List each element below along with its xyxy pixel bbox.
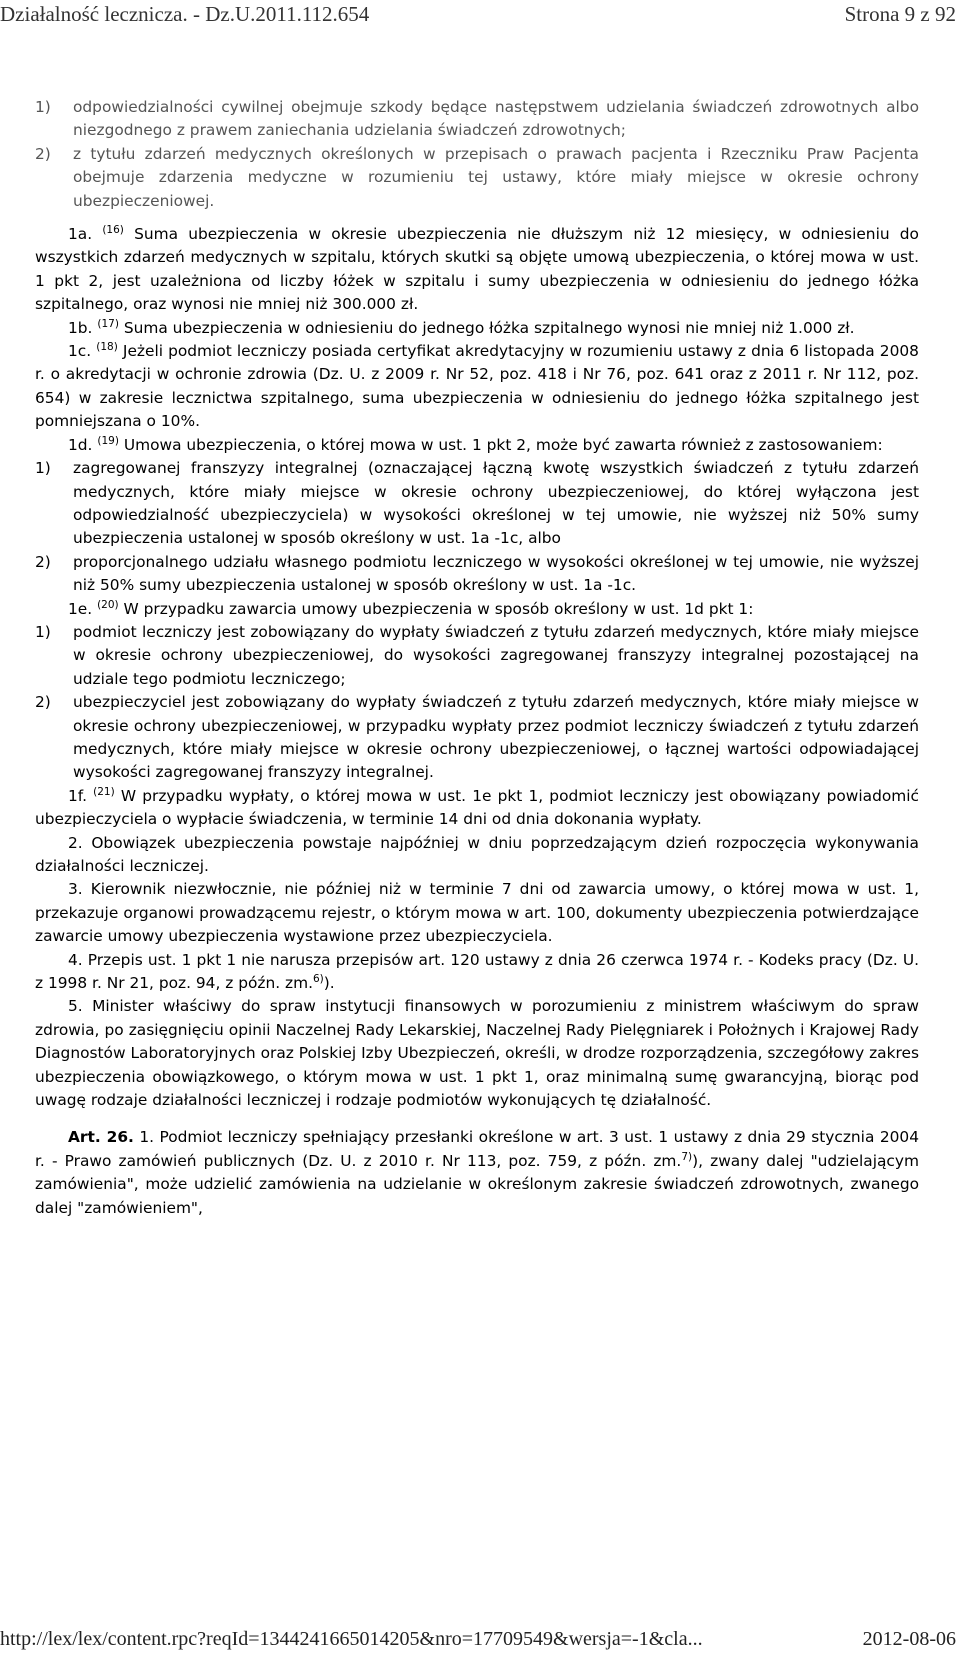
paragraph-3 [35,878,919,948]
list-item [35,551,919,598]
footnote-ref: (19) [97,434,119,447]
paragraph-number: 2. [68,833,83,852]
list-number: 1) [35,98,51,116]
list-text: podmiot leczniczy jest zobowiązany do wypłaty świadczeń z tytułu zdarzeń medycznych, które miały miejsce w okresie ochrony ubezpieczeniowej, do wysokości zagregowanej franszyzy integralnej pozostającej na udziale tego podmiotu leczniczego; [73,622,919,688]
footnote-ref: (21) [93,785,115,798]
document-title: Działalność lecznicza. - Dz.U.2011.112.654 [0,2,370,26]
paragraph-text: Suma ubezpieczenia w odniesieniu do jednego łóżka szpitalnego wynosi nie mniej niż 1.000 zł. [123,318,855,337]
paragraph-text: W przypadku wypłaty, o której mowa w ust. 1e pkt 1, podmiot leczniczy jest obowiązany powiadomić ubezpieczyciela o wypłacie świadczenia, w terminie 14 dni od dnia dokonania wypłaty. [35,786,919,829]
list-text: ubezpieczyciel jest zobowiązany do wypłaty świadczeń z tytułu zdarzeń medycznych, które miały miejsce w okresie ochrony ubezpieczeniowej, w przypadku wypłaty przez podmiot leczniczy świadczeń z tytułu zdarzeń medycznych, które miały miejsce w okresie ochrony ubezpieczeniowej, o łącznej wartości odpowiadającej wysokości zagregowanej franszyzy integralnej. [73,693,919,782]
list-text: proporcjonalnego udziału własnego podmiotu leczniczego w wysokości określonej w tej umowie, nie wyższej niż 50% sumy ubezpieczenia ustalonej w sposób określony w ust. 1a -1c. [73,552,919,595]
paragraph-1a [35,223,919,317]
paragraph-number: 1c. [68,342,92,361]
paragraph-text: Jeżeli podmiot leczniczy posiada certyfikat akredytacyjny w rozumieniu ustawy z dnia 6 listopada 2008 r. o akredytacji w ochronie zdrowia (Dz. U. z 2009 r. Nr 52, poz. 418 i Nr 76, poz. 641 oraz z 2011 r. Nr 112, poz. 654) w zakresie lecznictwa szpitalnego, suma ubezpieczenia w odniesieniu do jednego łóżka szpitalnego jest pomniejszana o 10%. [35,342,919,431]
paragraph-number: 1a. [68,225,93,244]
footnote-ref: (18) [96,340,118,353]
paragraph-number: 1d. [68,435,93,454]
article-26 [35,1126,919,1220]
paragraph-number: 1. [139,1128,155,1147]
paragraph-text: Umowa ubezpieczenia, o której mowa w ust. 1 pkt 2, może być zawarta również z zastosowaniem: [123,435,883,454]
paragraph-1e [35,598,919,621]
paragraph-text: Przepis ust. 1 pkt 1 nie narusza przepisów art. 120 ustawy z dnia 26 czerwca 1974 r. - Kodeks pracy (Dz. U. z 1998 r. Nr 21, poz. 94, z późn. zm. [35,950,919,993]
paragraph-number: 1f. [68,786,87,805]
paragraph-text: Podmiot leczniczy spełniający przesłanki określone w art. 3 ust. 1 ustawy z dnia 29 stycznia 2004 r. - Prawo zamówień publicznych (Dz. U. z 2010 r. Nr 113, poz. 759, z późn. zm. [35,1128,919,1170]
list-text: odpowiedzialności cywilnej obejmuje szkody będące następstwem udzielania świadczeń zdrowotnych albo niezgodnego z prawem zaniechania udzielania świadczeń zdrowotnych; [73,98,919,140]
footnote-ref: 6) [313,972,324,985]
paragraph-number: 3. [68,880,83,899]
page-footer [0,1628,960,1654]
paragraph-4 [35,949,919,996]
list-number: 1) [35,459,51,478]
paragraph-text: W przypadku zawarcia umowy ubezpieczenia w sposób określony w ust. 1d pkt 1: [123,599,754,618]
source-url: http://lex/lex/content.rpc?reqId=1344241665014205&nro=17709549&wersja=-1&cla... [0,1628,703,1650]
list-item [35,457,919,551]
paragraph-text: Minister właściwy do spraw instytucji finansowych w porozumieniu z ministrem właściwym do spraw zdrowia, po zasięgnięciu opinii Naczelnej Rady Lekarskiej, Naczelnej Rady Pielęgniarek i Położnych i Krajowej Rady Diagnostów Laboratoryjnych oraz Polskiej Izby Ubezpieczeń, określi, w drodze rozporządzenia, szczegółowy zakres ubezpieczenia obowiązkowego, o którym mowa w ust. 1 pkt 1, oraz minimalną sumę gwarancyjną, biorąc pod uwagę rodzaje działalności leczniczej i rodzaje podmiotów wykonujących tę działalność. [35,997,919,1110]
paragraph-number: 4. [68,950,83,969]
paragraph-text: Obowiązek ubezpieczenia powstaje najpóźniej w dniu poprzedzającym dzień rozpoczęcia wykonywania działalności leczniczej. [35,833,919,875]
list-item [35,96,919,143]
list-item [35,691,919,785]
paragraph-text: Suma ubezpieczenia w okresie ubezpieczenia nie dłuższym niż 12 miesięcy, w odniesieniu do wszystkich zdarzeń medycznych w szpitalu, których skutki są objęte umową ubezpieczenia, o której mowa w ust. 1 pkt 2, jest uzależniona od liczby łóżek w szpitalu i sumy ubezpieczenia w odniesieniu do jednego łóżka szpitalnego, oraz wynosi nie mniej niż 300.000 zł. [35,225,919,314]
list-number: 1) [35,622,51,641]
list-text: z tytułu zdarzeń medycznych określonych w przepisach o prawach pacjenta i Rzeczniku Praw Pacjenta obejmuje zdarzenia medyczne w rozumieniu tej ustawy, które miały miejsce w okresie ochrony ubezpieczeniowej. [73,144,919,210]
list-number: 2) [35,693,51,712]
paragraph-1b [35,317,919,340]
paragraph-number: 1b. [68,318,93,337]
footnote-ref: (17) [97,317,119,330]
print-date: 2012-08-06 [862,1628,956,1650]
paragraph-2 [35,832,919,879]
list-item [35,621,919,691]
list-number: 2) [35,552,51,571]
list-text: zagregowanej franszyzy integralnej (oznaczającej łączną kwotę wszystkich świadczeń z tytułu zdarzeń medycznych, które miały miejsce w okresie ochrony ubezpieczeniowej, do której wyłączona jest odpowiedzialność ubezpieczyciela) w wysokości określonej w tej umowie, nie wyższej niż 50% sumy ubezpieczenia ustalonej w sposób określony w ust. 1a -1c, albo [73,459,919,548]
paragraph-5 [35,995,919,1112]
list-item [35,143,919,213]
footnote-ref: 7) [681,1150,693,1163]
document-body [35,96,919,1220]
paragraph-number: 5. [68,997,83,1016]
paragraph-1d [35,434,919,457]
page-number: Strona 9 z 92 [844,2,956,26]
page-header [0,0,960,36]
list-number: 2) [35,144,51,163]
paragraph-number: 1e. [68,599,93,618]
paragraph-text: Kierownik niezwłocznie, nie później niż w terminie 7 dni od zawarcia umowy, o której mowa w ust. 1, przekazuje organowi prowadzącemu rejestr, o którym mowa w art. 100, dokumenty ubezpieczenia potwierdzające zawarcie umowy ubezpieczenia wystawione przez ubezpieczyciela. [35,880,919,946]
article-label: Art. 26. [68,1128,134,1147]
paragraph-1f [35,785,919,832]
paragraph-tail: ). [323,974,335,993]
footnote-ref: (20) [97,598,119,611]
paragraph-tail: ), zwany dalej "udzielającym zamówienia", może udzielić zamówienia na udzielanie w określonym zakresie świadczeń zdrowotnych, zwanego dalej "zamówieniem", [35,1151,919,1217]
paragraph-1c [35,340,919,434]
footnote-ref: (16) [102,223,124,236]
